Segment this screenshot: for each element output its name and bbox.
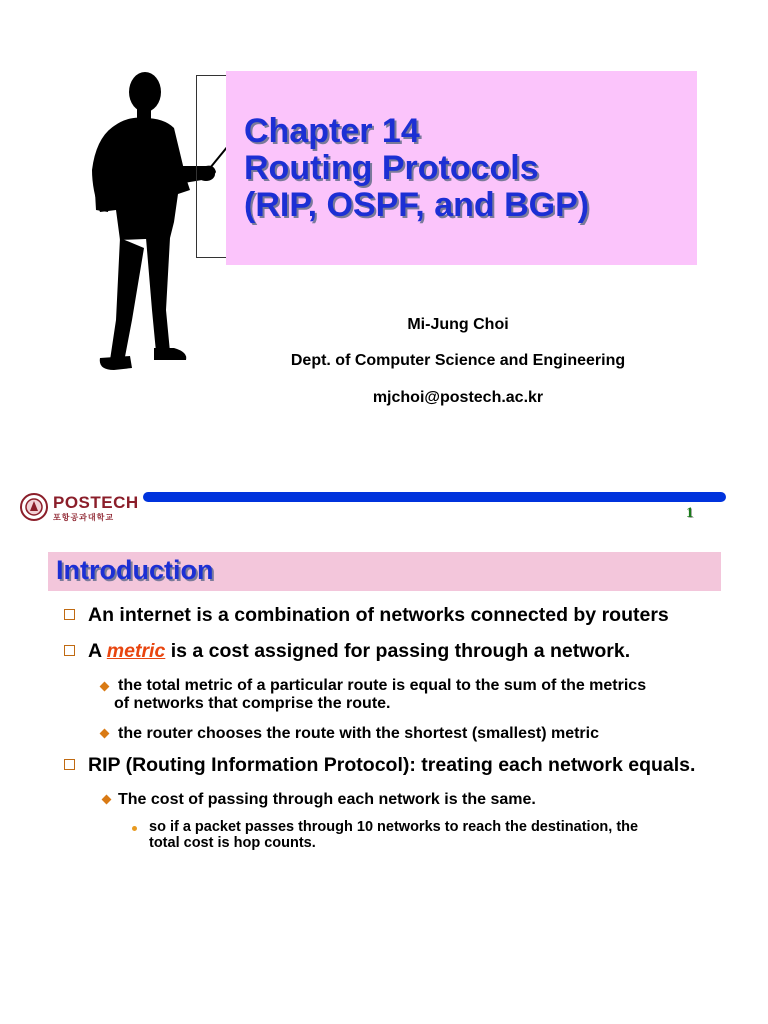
title-line-1: Chapter 14 <box>244 112 420 150</box>
sub-sub-bullet-1-line-1: so if a packet passes through 10 networks to reach the destination, the <box>149 819 639 835</box>
square-bullet-icon <box>64 759 75 770</box>
bullet-2 <box>64 640 630 663</box>
slide-title <box>244 113 589 224</box>
author-name: Mi-Jung Choi <box>407 316 509 333</box>
footer-divider <box>143 492 726 502</box>
page-number: 1 <box>686 505 694 521</box>
slide-heading: Introduction <box>56 555 214 585</box>
diamond-bullet-icon <box>100 729 110 739</box>
bullet-3-text: RIP (Routing Information Protocol): treating each network equals. <box>88 754 696 776</box>
sub-bullet-3: The cost of passing through each network is the same. <box>118 791 536 808</box>
dot-bullet-icon <box>132 826 137 831</box>
sub-sub-bullet-1-line-2: total cost is hop counts. <box>149 835 316 851</box>
title-line-3: (RIP, OSPF, and BGP) <box>244 186 590 224</box>
logo-subtext: 포항공과대학교 <box>53 513 115 522</box>
title-line-2: Routing Protocols <box>244 149 539 187</box>
metric-term: metric <box>106 640 166 662</box>
title-bracket <box>196 75 226 258</box>
bullet-3 <box>64 754 695 777</box>
author-department: Dept. of Computer Science and Engineering <box>290 352 626 369</box>
bullet-1 <box>64 604 669 627</box>
logo-text: POSTECH <box>53 493 139 512</box>
bullet-1-text: An internet is a combination of networks connected by routers <box>88 604 669 626</box>
sub-bullet-2: the router chooses the route with the shortest (smallest) metric <box>118 725 599 742</box>
author-email: mjchoi@postech.ac.kr <box>372 389 544 406</box>
bullet-2-suffix: is a cost assigned for passing through a network. <box>170 640 631 662</box>
square-bullet-icon <box>64 609 75 620</box>
diamond-bullet-icon <box>102 795 112 805</box>
diamond-bullet-icon <box>100 682 110 692</box>
bullet-2-prefix: A <box>88 640 102 662</box>
sub-bullet-1-line-1: the total metric of a particular route is equal to the sum of the metrics <box>118 677 647 694</box>
sub-bullet-1 <box>114 677 714 713</box>
postech-logo-icon <box>20 492 48 522</box>
sub-bullet-1-line-2: of networks that comprise the route. <box>114 695 391 712</box>
square-bullet-icon <box>64 645 75 656</box>
sub-sub-bullet-1 <box>149 819 709 851</box>
